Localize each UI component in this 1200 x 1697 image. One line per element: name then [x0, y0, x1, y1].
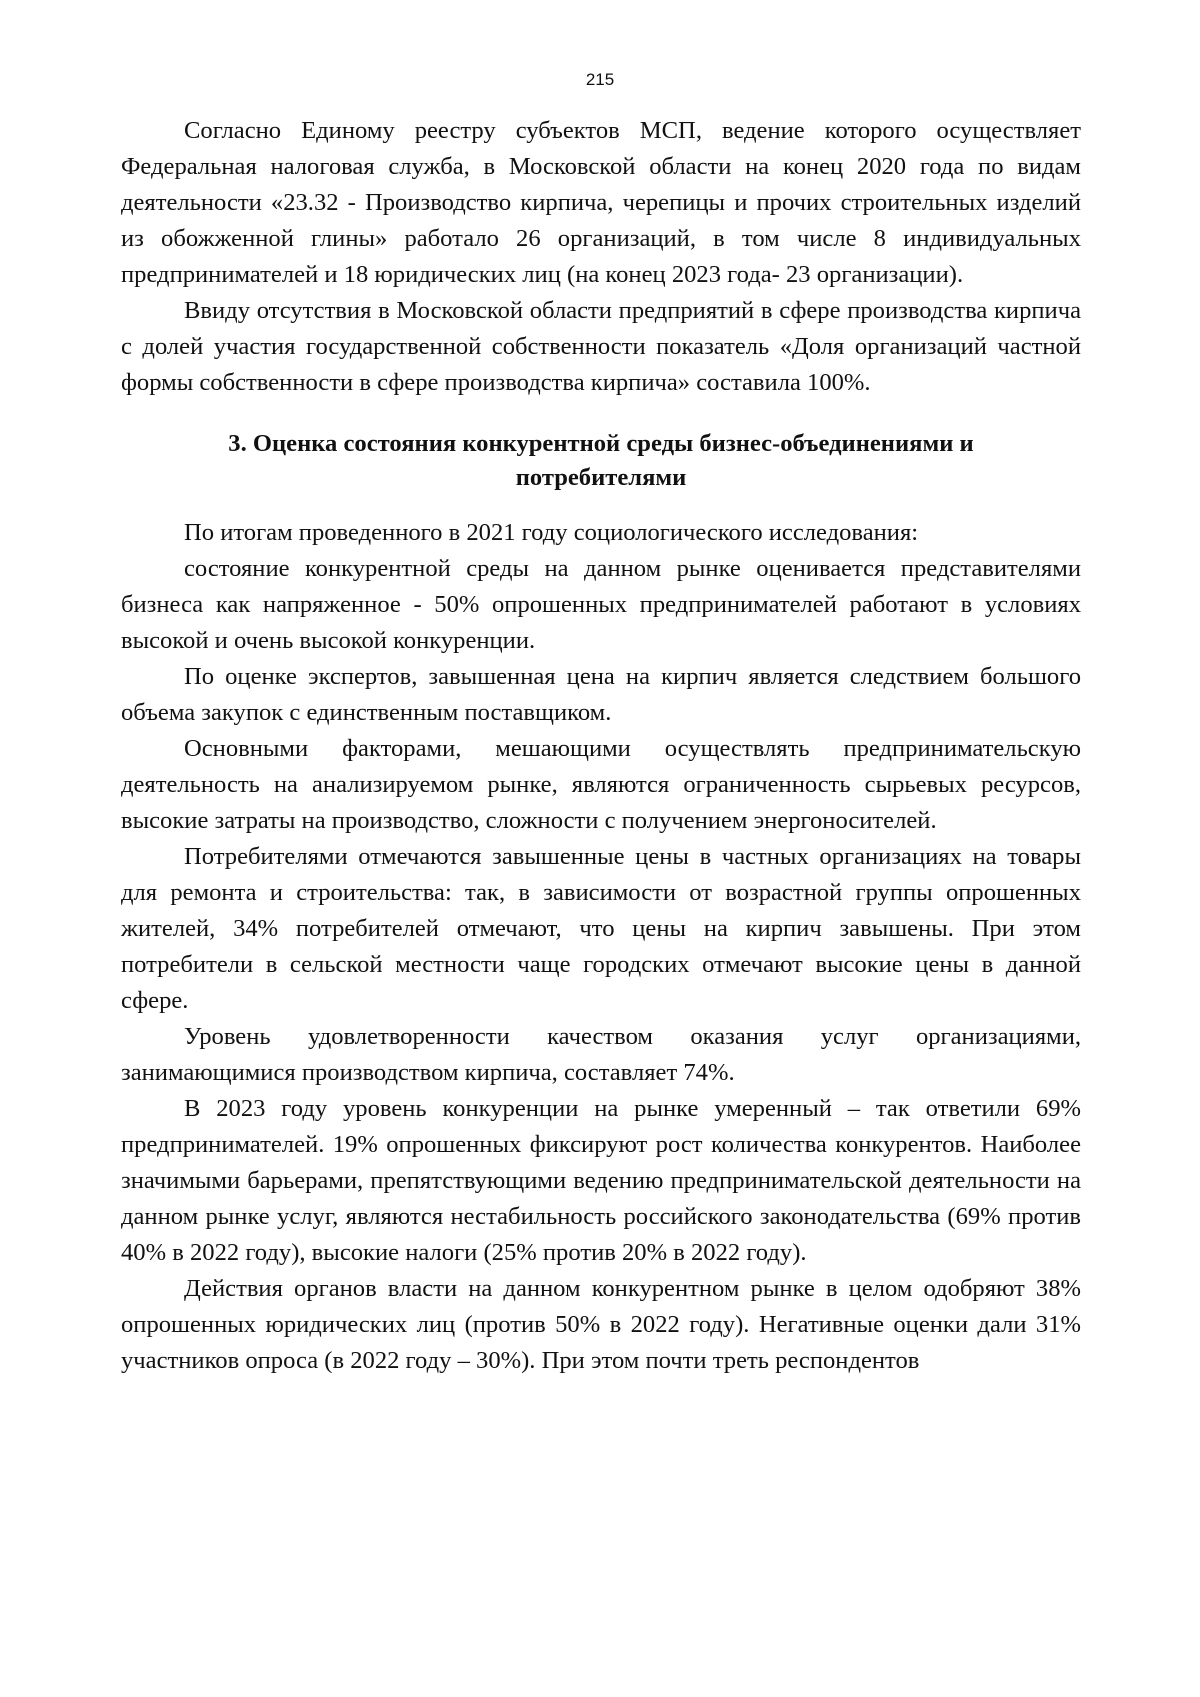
paragraph-consumer-prices: Потребителями отмечаются завышенные цены в частных организациях на товары для ремонта и строительства: так, в зависимости от возрастной группы опрошенных жителей, 34% потребителей отмечают, что цены на кирпич завышены. При этом потребители в сельской местности чаще городских отмечают высокие цены в данной сфере. [121, 843, 1081, 1014]
paragraph-msp-registry: Согласно Единому реестру субъектов МСП, ведение которого осуществляет Федеральная налоговая служба, в Московской области на конец 2020 года по видам деятельности «23.32 - Производство кирпича, черепицы и прочих строительных изделий из обожженной глины» работало 26 организаций, в том числе 8 индивидуальных предпринимателей и 18 юридических лиц (на конец 2023 года- 23 организации). [121, 117, 1081, 288]
paragraph-authorities-assessment: Действия органов власти на данном конкурентном рынке в целом одобряют 38% опрошенных юридических лиц (против 50% в 2022 году). Негативные оценки дали 31% участников опроса (в 2022 году – 30%). При этом почти треть респондентов [121, 1275, 1081, 1374]
paragraph-business-obstacles: Основными факторами, мешающими осуществлять предпринимательскую деятельность на анализируемом рынке, являются ограниченность сырьевых ресурсов, высокие затраты на производство, сложности с получением энергоносителей. [121, 735, 1081, 834]
page-number: 215 [585, 70, 615, 89]
paragraph-private-ownership-share: Ввиду отсутствия в Московской области предприятий в сфере производства кирпича с долей участия государственной собственности показатель «Доля организаций частной формы собственности в сфере производства кирпича» составила 100%. [121, 297, 1081, 396]
paragraph-satisfaction-level: Уровень удовлетворенности качеством оказания услуг организациями, занимающимися производством кирпича, составляет 74%. [121, 1023, 1081, 1086]
paragraph-survey-intro: По итогам проведенного в 2021 году социологического исследования: [184, 519, 919, 546]
paragraph-competition-2023: В 2023 году уровень конкуренции на рынке умеренный – так ответили 69% предпринимателей. 19% опрошенных фиксируют рост количества конкурентов. Наиболее значимыми барьерами, препятствующими ведению предпринимательской деятельности на данном рынке услуг, являются нестабильность российского законодательства (69% против 40% в 2022 году), высокие налоги (25% против 20% в 2022 году). [121, 1095, 1081, 1266]
paragraph-expert-assessment: По оценке экспертов, завышенная цена на кирпич является следствием большого объема закупок с единственным поставщиком. [121, 663, 1081, 726]
paragraph-competition-state: состояние конкурентной среды на данном рынке оценивается представителями бизнеса как напряженное - 50% опрошенных предпринимателей работают в условиях высокой и очень высокой конкуренции. [121, 555, 1081, 654]
section-heading: 3. Оценка состояния конкурентной среды бизнес-объединениями и потребителями [228, 430, 974, 491]
document-body [121, 113, 1081, 1379]
